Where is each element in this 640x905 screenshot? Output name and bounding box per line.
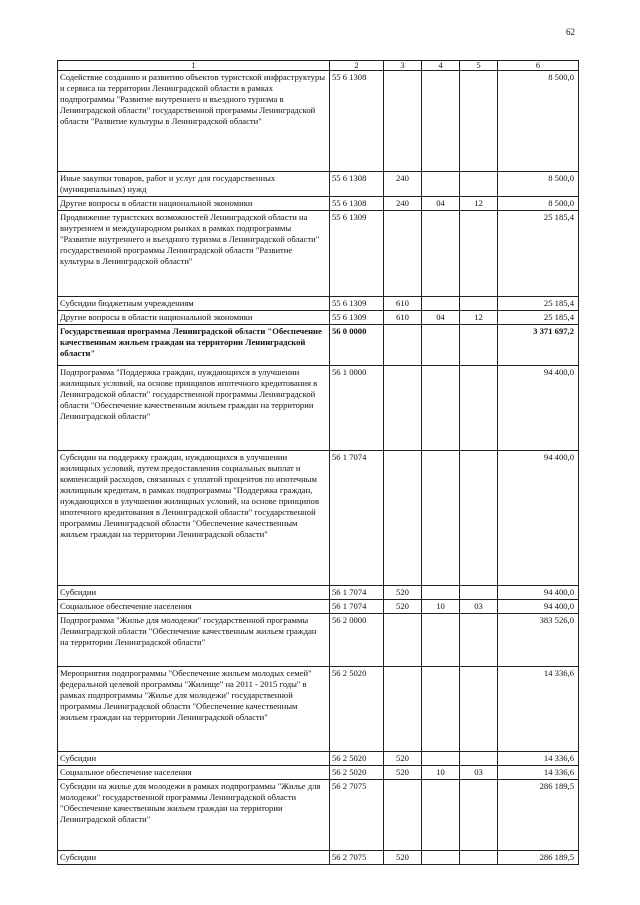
cell-vr <box>384 614 422 667</box>
cell-code: 55 6 1308 <box>330 197 384 211</box>
cell-name: Субсидии на поддержку граждан, нуждающихся в улучшении жилищных условий, путем предоставления социальных выплат и компенсаций расходов, связанных с уплатой процентов по ипотечным жилищным кредитам, в рамках подпрограммы "Поддержка граждан, нуждающихся в улучшении жилищных условий, на основе принципов ипотечного кредитования в Ленинградской области" государственной программы Ленинградской области "Обеспечение качественным жильем граждан на территории Ленинградской области" <box>58 451 330 586</box>
cell-name: Другие вопросы в области национальной экономики <box>58 311 330 325</box>
cell-pr: 03 <box>460 600 498 614</box>
cell-code: 55 6 1309 <box>330 297 384 311</box>
cell-rz <box>422 667 460 752</box>
table-row <box>58 780 579 851</box>
cell-code: 56 2 7075 <box>330 780 384 851</box>
header-row <box>58 61 579 71</box>
table-row <box>58 851 579 865</box>
table-row <box>58 600 579 614</box>
table-row <box>58 71 579 172</box>
cell-vr: 240 <box>384 197 422 211</box>
cell-code: 55 6 1309 <box>330 211 384 297</box>
cell-sum: 383 526,0 <box>498 614 579 667</box>
table-row <box>58 311 579 325</box>
cell-pr <box>460 297 498 311</box>
table-row <box>58 197 579 211</box>
cell-code: 56 2 5020 <box>330 667 384 752</box>
cell-sum: 94 400,0 <box>498 586 579 600</box>
cell-sum: 8 500,0 <box>498 172 579 197</box>
cell-vr: 520 <box>384 752 422 766</box>
table-row <box>58 766 579 780</box>
cell-vr: 520 <box>384 766 422 780</box>
cell-code: 55 6 1308 <box>330 172 384 197</box>
cell-rz <box>422 325 460 366</box>
cell-pr <box>460 325 498 366</box>
header-cell: 3 <box>384 61 422 71</box>
cell-pr <box>460 366 498 451</box>
cell-sum: 3 371 697,2 <box>498 325 579 366</box>
cell-pr <box>460 586 498 600</box>
cell-pr <box>460 851 498 865</box>
header-cell: 1 <box>58 61 330 71</box>
cell-pr: 12 <box>460 197 498 211</box>
table-row <box>58 172 579 197</box>
cell-code: 56 1 7074 <box>330 586 384 600</box>
cell-rz <box>422 752 460 766</box>
cell-pr <box>460 614 498 667</box>
cell-rz <box>422 780 460 851</box>
cell-vr <box>384 325 422 366</box>
cell-vr: 520 <box>384 586 422 600</box>
cell-code: 56 1 0000 <box>330 366 384 451</box>
cell-sum: 25 185,4 <box>498 297 579 311</box>
cell-code: 56 2 0000 <box>330 614 384 667</box>
cell-name: Иные закупки товаров, работ и услуг для государственных (муниципальных) нужд <box>58 172 330 197</box>
cell-rz <box>422 297 460 311</box>
cell-rz <box>422 366 460 451</box>
cell-name: Продвижение туристских возможностей Ленинградской области на внутреннем и международном рынках в рамках подпрограммы "Развитие внутреннего и въездного туризма в Ленинградской области" государственной программы Ленинградской области "Развитие культуры в Ленинградской области" <box>58 211 330 297</box>
cell-vr <box>384 71 422 172</box>
cell-name: Подпрограмма "Жилье для молодежи" государственной программы Ленинградской области "Обеспечение качественным жильем граждан на территории Ленинградской области" <box>58 614 330 667</box>
cell-vr <box>384 366 422 451</box>
cell-vr: 610 <box>384 297 422 311</box>
cell-code: 56 2 7075 <box>330 851 384 865</box>
cell-name: Субсидии на жилье для молодежи в рамках подпрограммы "Жилье для молодежи" государственной программы Ленинградской области "Обеспечение качественным жильем граждан на территории Ленинградской области" <box>58 780 330 851</box>
cell-name: Содействие созданию и развитию объектов туристской инфраструктуры и сервиса на территории Ленинградской области в рамках подпрограммы "Развитие внутреннего и въездного туризма в Ленинградской области" государственной программы Ленинградской области "Развитие культуры в Ленинградской области" <box>58 71 330 172</box>
cell-vr: 610 <box>384 311 422 325</box>
cell-vr <box>384 211 422 297</box>
cell-sum: 25 185,4 <box>498 211 579 297</box>
cell-sum: 14 336,6 <box>498 667 579 752</box>
cell-sum: 8 500,0 <box>498 71 579 172</box>
cell-name: Субсидии <box>58 851 330 865</box>
cell-sum: 14 336,6 <box>498 752 579 766</box>
cell-code: 55 6 1309 <box>330 311 384 325</box>
header-cell: 6 <box>498 61 579 71</box>
table-row <box>58 667 579 752</box>
cell-pr <box>460 752 498 766</box>
cell-vr <box>384 667 422 752</box>
cell-sum: 25 185,4 <box>498 311 579 325</box>
cell-rz: 10 <box>422 600 460 614</box>
cell-rz <box>422 172 460 197</box>
cell-name: Другие вопросы в области национальной экономики <box>58 197 330 211</box>
cell-pr <box>460 71 498 172</box>
cell-rz <box>422 211 460 297</box>
cell-sum: 14 336,6 <box>498 766 579 780</box>
cell-sum: 286 189,5 <box>498 851 579 865</box>
table-row <box>58 586 579 600</box>
table-row <box>58 752 579 766</box>
table-row <box>58 614 579 667</box>
cell-pr: 03 <box>460 766 498 780</box>
cell-sum: 94 400,0 <box>498 600 579 614</box>
cell-name: Субсидии <box>58 586 330 600</box>
cell-pr <box>460 780 498 851</box>
cell-sum: 8 500,0 <box>498 197 579 211</box>
cell-pr <box>460 172 498 197</box>
table-row <box>58 211 579 297</box>
cell-code: 56 2 5020 <box>330 766 384 780</box>
cell-pr <box>460 451 498 586</box>
cell-pr: 12 <box>460 311 498 325</box>
table-row <box>58 325 579 366</box>
cell-code: 56 1 7074 <box>330 600 384 614</box>
cell-rz: 04 <box>422 311 460 325</box>
cell-name: Мероприятия подпрограммы "Обеспечение жильем молодых семей" федеральной целевой программы "Жилище" на 2011 - 2015 годы" в рамках подпрограммы "Жилье для молодежи" государственной программы Ленинградской области "Обеспечение качественным жильем граждан на территории Ленинградской области" <box>58 667 330 752</box>
page-number: 62 <box>566 27 575 37</box>
cell-name: Субсидии бюджетным учреждениям <box>58 297 330 311</box>
cell-name: Подпрограмма "Поддержка граждан, нуждающихся в улучшении жилищных условий, на основе принципов ипотечного кредитования в Ленинградской области" государственной программы Ленинградской области "Обеспечение качественным жильем граждан на территории Ленинградской области" <box>58 366 330 451</box>
cell-code: 56 0 0000 <box>330 325 384 366</box>
cell-rz <box>422 614 460 667</box>
cell-name: Социальное обеспечение населения <box>58 600 330 614</box>
cell-rz <box>422 451 460 586</box>
cell-pr <box>460 211 498 297</box>
cell-vr: 520 <box>384 851 422 865</box>
header-cell: 2 <box>330 61 384 71</box>
table-row <box>58 366 579 451</box>
cell-name: Субсидии <box>58 752 330 766</box>
cell-vr: 240 <box>384 172 422 197</box>
table-row <box>58 297 579 311</box>
cell-name: Государственная программа Ленинградской области "Обеспечение качественным жильем граждан на территории Ленинградской области" <box>58 325 330 366</box>
header-cell: 4 <box>422 61 460 71</box>
cell-rz: 04 <box>422 197 460 211</box>
cell-rz: 10 <box>422 766 460 780</box>
table-row <box>58 451 579 586</box>
cell-vr <box>384 780 422 851</box>
cell-vr <box>384 451 422 586</box>
cell-rz <box>422 71 460 172</box>
cell-sum: 94 400,0 <box>498 451 579 586</box>
cell-sum: 286 189,5 <box>498 780 579 851</box>
cell-pr <box>460 667 498 752</box>
cell-code: 56 1 7074 <box>330 451 384 586</box>
header-cell: 5 <box>460 61 498 71</box>
cell-name: Социальное обеспечение населения <box>58 766 330 780</box>
cell-code: 55 6 1308 <box>330 71 384 172</box>
cell-vr: 520 <box>384 600 422 614</box>
cell-sum: 94 400,0 <box>498 366 579 451</box>
cell-rz <box>422 851 460 865</box>
budget-table <box>57 60 579 865</box>
cell-code: 56 2 5020 <box>330 752 384 766</box>
cell-rz <box>422 586 460 600</box>
